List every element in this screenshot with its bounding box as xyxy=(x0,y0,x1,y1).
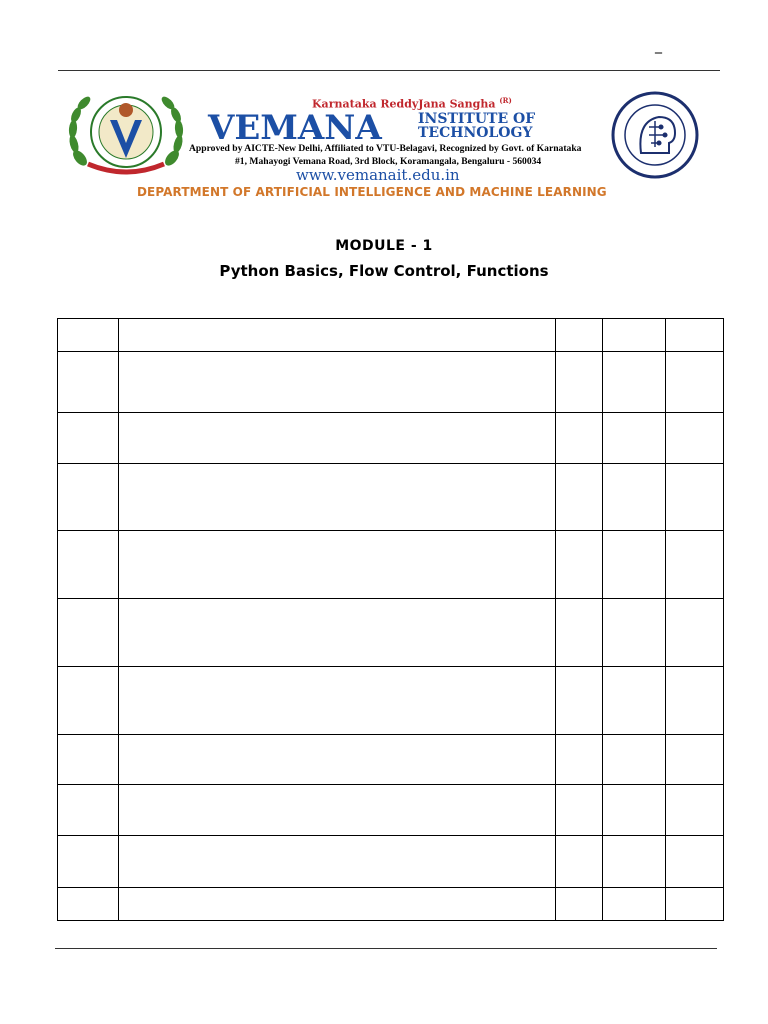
table-row xyxy=(58,667,724,735)
department-emblem-logo xyxy=(603,91,707,179)
table-row xyxy=(58,464,724,531)
table-cell xyxy=(58,599,119,667)
table-cell xyxy=(556,735,603,785)
table-cell xyxy=(666,531,724,599)
table-cell xyxy=(58,735,119,785)
table-cell xyxy=(556,464,603,531)
table-cell xyxy=(666,735,724,785)
table-cell xyxy=(556,352,603,413)
table-cell xyxy=(603,735,666,785)
table-cell xyxy=(119,352,556,413)
table-row xyxy=(58,735,724,785)
institute-name: VEMANA xyxy=(208,108,382,148)
table-cell xyxy=(58,352,119,413)
table-cell xyxy=(119,464,556,531)
table-row xyxy=(58,785,724,836)
table-cell xyxy=(119,888,556,921)
table-cell xyxy=(603,888,666,921)
table-cell xyxy=(666,888,724,921)
table-cell xyxy=(603,785,666,836)
table-cell xyxy=(603,319,666,352)
table-cell xyxy=(556,531,603,599)
sangha-name: Karnataka ReddyJana Sangha $^{(R)}$ xyxy=(312,96,512,111)
table-cell xyxy=(603,531,666,599)
table-row xyxy=(58,319,724,352)
table-cell xyxy=(603,464,666,531)
table-cell xyxy=(666,413,724,464)
table-cell xyxy=(556,413,603,464)
table-cell xyxy=(119,599,556,667)
table-cell xyxy=(666,667,724,735)
institute-emblem-logo xyxy=(66,88,186,180)
table-cell xyxy=(556,667,603,735)
table-cell xyxy=(119,531,556,599)
table-cell xyxy=(58,667,119,735)
table-cell xyxy=(556,888,603,921)
table-cell xyxy=(666,319,724,352)
module-label: MODULE - 1 xyxy=(335,238,433,254)
table-row xyxy=(58,599,724,667)
table-cell xyxy=(119,319,556,352)
address-line: #1, Mahayogi Vemana Road, 3rd Block, Koramangala, Bengaluru - 560034 xyxy=(235,156,542,167)
top-rule xyxy=(58,70,720,71)
table-cell xyxy=(556,785,603,836)
table-cell xyxy=(556,319,603,352)
table-cell xyxy=(666,836,724,888)
table-cell xyxy=(603,667,666,735)
table-cell xyxy=(119,413,556,464)
table-row xyxy=(58,836,724,888)
department-name: DEPARTMENT OF ARTIFICIAL INTELLIGENCE AND MACHINE LEARNING xyxy=(137,185,607,199)
bottom-rule xyxy=(55,948,717,949)
table-cell xyxy=(119,836,556,888)
table-row xyxy=(58,531,724,599)
table-cell xyxy=(666,464,724,531)
table-cell xyxy=(666,785,724,836)
table-row xyxy=(58,888,724,921)
table-cell xyxy=(119,735,556,785)
table-cell xyxy=(119,667,556,735)
table-cell xyxy=(58,319,119,352)
table-cell xyxy=(603,599,666,667)
table-cell xyxy=(58,785,119,836)
module-title: Python Basics, Flow Control, Functions xyxy=(219,262,549,280)
table-cell xyxy=(556,836,603,888)
table-cell xyxy=(58,413,119,464)
table-cell xyxy=(58,836,119,888)
table-row xyxy=(58,413,724,464)
table-row xyxy=(58,352,724,413)
table-cell xyxy=(58,464,119,531)
table-cell xyxy=(666,352,724,413)
question-table xyxy=(57,318,724,921)
table-cell xyxy=(603,413,666,464)
institute-suffix: INSTITUTE OF TECHNOLOGY xyxy=(418,111,536,141)
table-cell xyxy=(58,888,119,921)
table-cell xyxy=(58,531,119,599)
approval-line: Approved by AICTE-New Delhi, Affiliated to VTU-Belagavi, Recognized by Govt. of Karnataka xyxy=(189,143,582,154)
corner-mark: _ xyxy=(655,38,662,54)
table-cell xyxy=(603,352,666,413)
table-cell xyxy=(556,599,603,667)
table-cell xyxy=(603,836,666,888)
table-cell xyxy=(119,785,556,836)
website-url: www.vemanait.edu.in xyxy=(296,166,460,184)
table-cell xyxy=(666,599,724,667)
